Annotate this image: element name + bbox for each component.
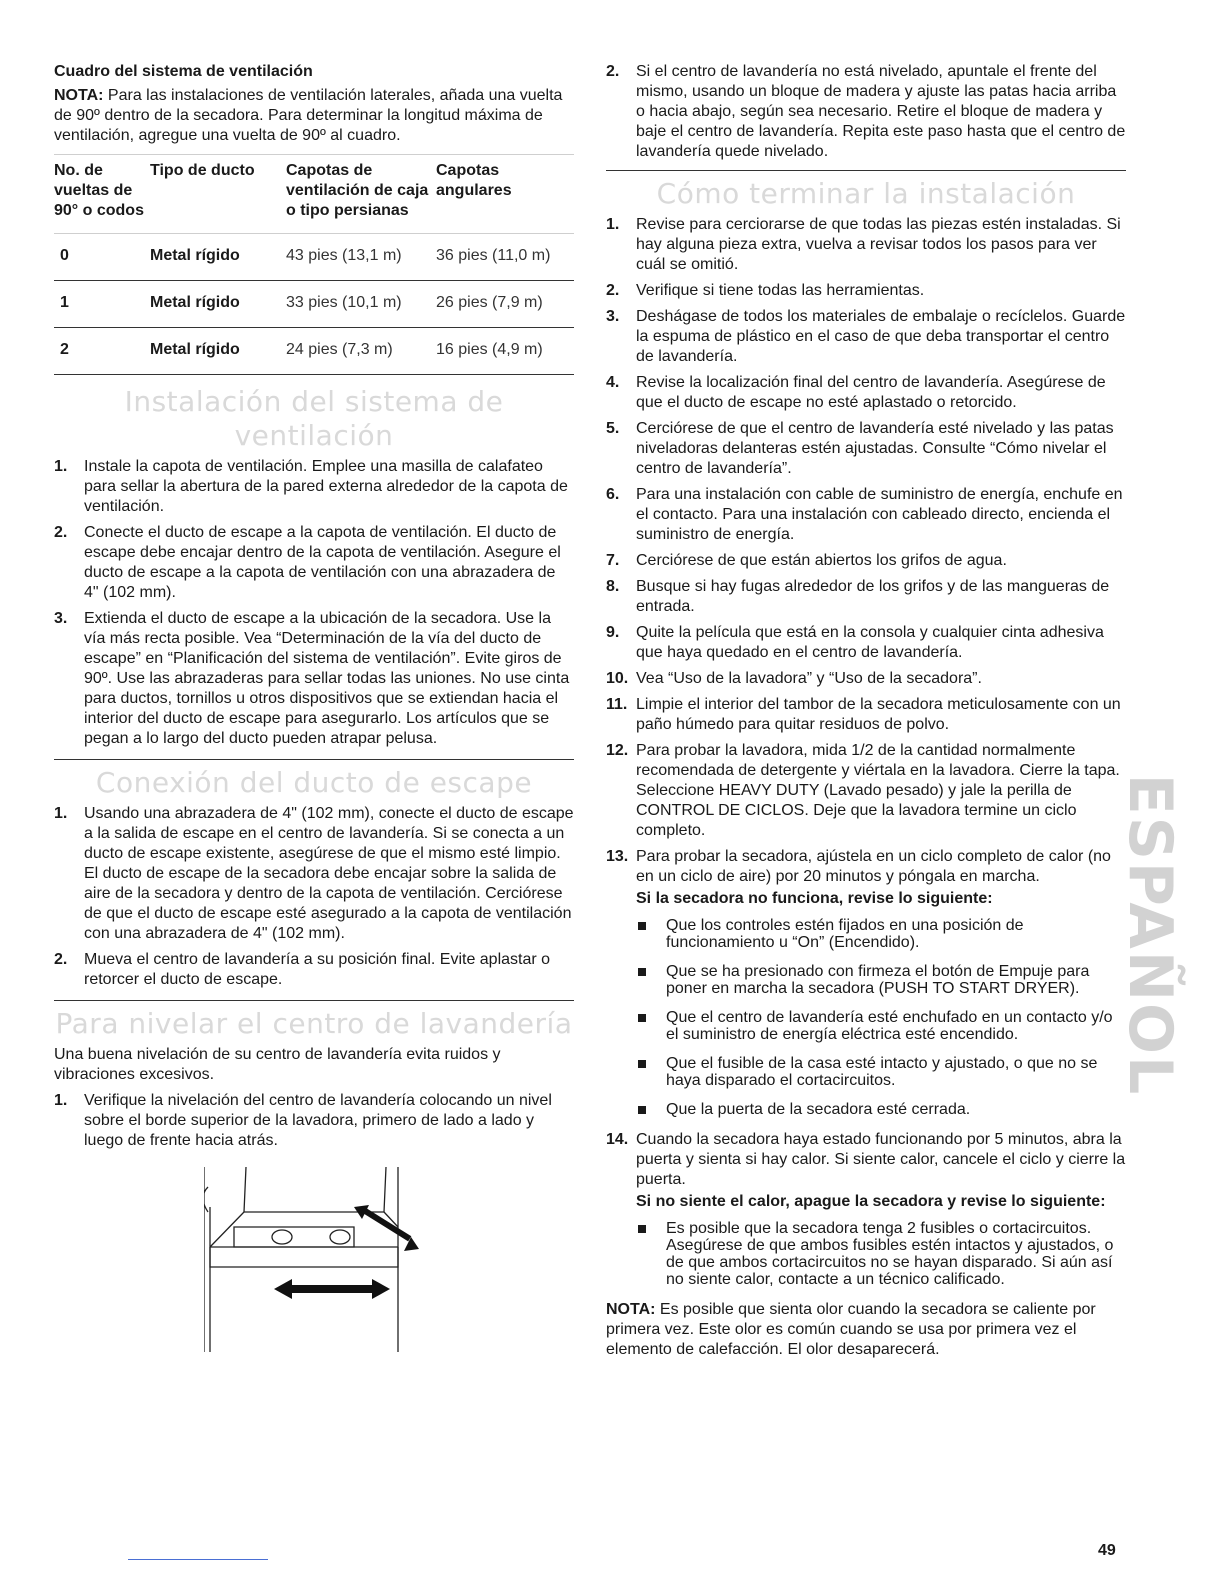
install-steps	[54, 457, 574, 749]
vent-table	[54, 154, 574, 375]
check-list	[636, 917, 1126, 1118]
final-note	[606, 1300, 1126, 1360]
list-item: 2. Mueva el centro de lavandería a su posición final. Evite aplastar o retorcer el ducto de escape.	[54, 951, 551, 988]
cell-duct: Metal rígido	[150, 328, 286, 375]
cell-angled: 26 pies (7,9 m)	[436, 281, 574, 328]
bullet-square-icon	[638, 1106, 646, 1114]
level-section-title: Para nivelar el centro de lavandería	[55, 1007, 573, 1040]
note-text: Es posible que sienta olor cuando la secadora se caliente por primera vez. Este olor es común cuando se usa por primera vez el elemento de calefacción. El olor desaparecerá.	[606, 1301, 1096, 1358]
list-item: Que los controles estén fijados en una posición de funcionamiento u “On” (Encendido).	[636, 917, 1126, 951]
note-label: NOTA:	[606, 1301, 656, 1318]
list-item: 11. Limpie el interior del tambor de la secadora meticulosamente con un paño húmedo para quitar residuos de polvo.	[606, 696, 1121, 733]
cell-angled: 36 pies (11,0 m)	[436, 234, 574, 281]
cell-duct: Metal rígido	[150, 281, 286, 328]
list-item: Que el fusible de la casa esté intacto y ajustado, o que no se haya disparado el cortacircuitos.	[636, 1055, 1126, 1089]
list-item: 2. Si el centro de lavandería no está nivelado, apuntale el frente del mismo, usando un bloque de madera y ajuste las patas hacia arriba o hacia abajo, según sea necesario. Retire el bloque de madera y baje el centro de lavandería. Repita este paso hasta que el centro de lavandería quede nivelado.	[606, 63, 1126, 160]
footer-line	[128, 1559, 268, 1560]
list-item: 9. Quite la película que está en la consola y cualquier cinta adhesiva que haya quedado en el centro de lavandería.	[606, 624, 1104, 661]
language-side-tab: ESPAÑOL	[1115, 773, 1185, 1097]
table-row	[54, 281, 574, 328]
cell-box: 24 pies (7,3 m)	[286, 328, 436, 375]
right-column	[606, 62, 1126, 1360]
list-item: Es posible que la secadora tenga 2 fusibles o cortacircuitos. Asegúrese de que ambos fusibles estén intactos y ajustados, o de que ambos cortacircuitos no se hayan disparado. Si aún así no siente calor, contacte a un técnico calificado.	[636, 1220, 1126, 1288]
cell-box: 33 pies (10,1 m)	[286, 281, 436, 328]
connect-steps	[54, 804, 574, 990]
header-duct-type: Tipo de ducto	[150, 155, 286, 234]
table-header-row	[54, 155, 574, 234]
list-item: 10. Vea “Uso de la lavadora” y “Uso de la secadora”.	[606, 670, 982, 687]
level-intro: Una buena nivelación de su centro de lavandería evita ruidos y vibraciones excesivos.	[54, 1046, 501, 1083]
vent-chart-note	[54, 86, 574, 146]
section-divider	[54, 1000, 574, 1001]
finish-section-title: Cómo terminar la instalación	[656, 177, 1076, 210]
cell-duct: Metal rígido	[150, 234, 286, 281]
list-item: 1. Verifique la nivelación del centro de lavandería colocando un nivel sobre el borde superior de la lavadora, primero de lado a lado y luego de frente hacia atrás.	[54, 1092, 552, 1149]
bullet-square-icon	[638, 922, 646, 930]
list-item: Que la puerta de la secadora esté cerrada.	[636, 1101, 1126, 1118]
header-angled-hood: Capotas angulares	[436, 155, 574, 234]
connect-section-title: Conexión del ducto de escape	[95, 766, 533, 799]
heat-heading: Si no siente el calor, apague la secadora y revise lo siguiente:	[636, 1193, 1106, 1210]
header-box-hood: Capotas de ventilación de caja o tipo persianas	[286, 155, 436, 234]
bullet-square-icon	[638, 968, 646, 976]
heat-list	[636, 1220, 1126, 1288]
list-item: 3. Extienda el ducto de escape a la ubicación de la secadora. Use la vía más recta posible. Vea “Determinación de la vía del ducto de escape” en “Planificación del sistema de ventilación”. Evite giros de 90º. Use las abrazaderas para sellar todas las uniones. No use cinta para ductos, tornillos u otros dispositivos que se extiendan hacia el interior del ducto de escape para asegurarlo. Los artículos que se pegan a lo largo del ducto pueden atrapar pelusa.	[54, 610, 570, 747]
list-item: 6. Para una instalación con cable de suministro de energía, enchufe en el contacto. Para una instalación con cableado directo, encienda el suministro de energía.	[606, 486, 1123, 543]
install-section-title: Instalación del sistema de ventilación	[124, 385, 504, 452]
list-item: 13. Para probar la secadora, ajústela en un ciclo completo de calor (no en un ciclo de aire) por 20 minutos y póngala en marcha.	[606, 848, 1111, 885]
table-row	[54, 234, 574, 281]
list-item: 4. Revise la localización final del centro de lavandería. Asegúrese de que el ducto de escape no esté aplastado o retorcido.	[606, 374, 1106, 411]
finish-steps	[606, 215, 1126, 887]
page-number: 49	[1098, 1542, 1116, 1559]
list-item: 5. Cerciórese de que el centro de lavandería esté nivelado y las patas niveladoras delanteras estén ajustadas. Consulte “Cómo nivelar el centro de lavandería”.	[606, 420, 1114, 477]
vent-chart-heading: Cuadro del sistema de ventilación	[54, 63, 313, 80]
list-item: 7. Cerciórese de que están abiertos los grifos de agua.	[606, 552, 1007, 569]
list-item: 8. Busque si hay fugas alrededor de los grifos y de las mangueras de entrada.	[606, 578, 1110, 615]
note-label: NOTA:	[54, 87, 104, 104]
list-item: Que el centro de lavandería esté enchufado en un contacto y/o el suministro de energía eléctrica esté encendido.	[636, 1009, 1126, 1043]
section-divider	[54, 759, 574, 760]
level-steps	[54, 1091, 574, 1151]
bullet-square-icon	[638, 1014, 646, 1022]
level-steps-continued	[606, 62, 1126, 162]
list-item: 2. Conecte el ducto de escape a la capota de ventilación. El ducto de escape debe encajar dentro de la capota de ventilación. Asegure el ducto de escape a la capota de ventilación con una abrazadera de 4" (102 mm).	[54, 524, 561, 601]
list-item: Que se ha presionado con firmeza el botón de Empuje para poner en marcha la secadora (PUSH TO START DRYER).	[636, 963, 1126, 997]
list-item: 14. Cuando la secadora haya estado funcionando por 5 minutos, abra la puerta y sienta si hay calor. Si siente calor, cancele el ciclo y cierre la puerta.	[606, 1131, 1126, 1188]
bullet-square-icon	[638, 1225, 646, 1233]
check-heading: Si la secadora no funciona, revise lo siguiente:	[636, 890, 993, 907]
section-divider	[606, 170, 1126, 171]
cell-turns: 2	[54, 328, 150, 375]
list-item: 1. Instale la capota de ventilación. Emplee una masilla de calafateo para sellar la abertura de la pared externa alrededor de la capota de ventilación.	[54, 458, 568, 515]
table-row	[54, 328, 574, 375]
bullet-square-icon	[638, 1060, 646, 1068]
cell-angled: 16 pies (4,9 m)	[436, 328, 574, 375]
header-turns: No. de vueltas de 90° o codos	[54, 155, 150, 234]
list-item: 12. Para probar la lavadora, mida 1/2 de la cantidad normalmente recomendada de detergente y viértala en la lavadora. Cierre la tapa. Seleccione HEAVY DUTY (Lavado pesado) y jale la perilla de CONTROL DE CICLOS. Deje que la lavadora termine un ciclo completo.	[606, 742, 1120, 839]
cell-box: 43 pies (13,1 m)	[286, 234, 436, 281]
list-item: 1. Usando una abrazadera de 4" (102 mm), conecte el ducto de escape a la salida de escape en el centro de lavandería. Si se conecta a un ducto de escape existente, asegúrese de que el mismo esté limpio. El ducto de escape de la secadora debe encajar sobre la salida de aire de la secadora y dentro de la capota de ventilación. Cerciórese de que el ducto de escape esté asegurado a la capota de ventilación con una abrazadera de 4" (102 mm).	[54, 805, 574, 942]
cell-turns: 0	[54, 234, 150, 281]
list-item: 3. Deshágase de todos los materiales de embalaje o recíclelos. Guarde la espuma de plástico en el caso de que deba transportar el centro de lavandería.	[606, 308, 1126, 365]
finish-steps-continued	[606, 1130, 1126, 1190]
note-text: Para las instalaciones de ventilación laterales, añada una vuelta de 90º dentro de la secadora. Para determinar la longitud máxima de ventilación, agregue una vuelta de 90º al cuadro.	[54, 87, 563, 144]
washer-level-illustration	[204, 1167, 454, 1357]
cell-turns: 1	[54, 281, 150, 328]
left-column	[54, 62, 574, 1362]
list-item: 1. Revise para cerciorarse de que todas las piezas estén instaladas. Si hay alguna pieza extra, vuelva a revisar todos los pasos para ver cuál se omitió.	[606, 216, 1121, 273]
list-item: 2. Verifique si tiene todas las herramientas.	[606, 282, 925, 299]
